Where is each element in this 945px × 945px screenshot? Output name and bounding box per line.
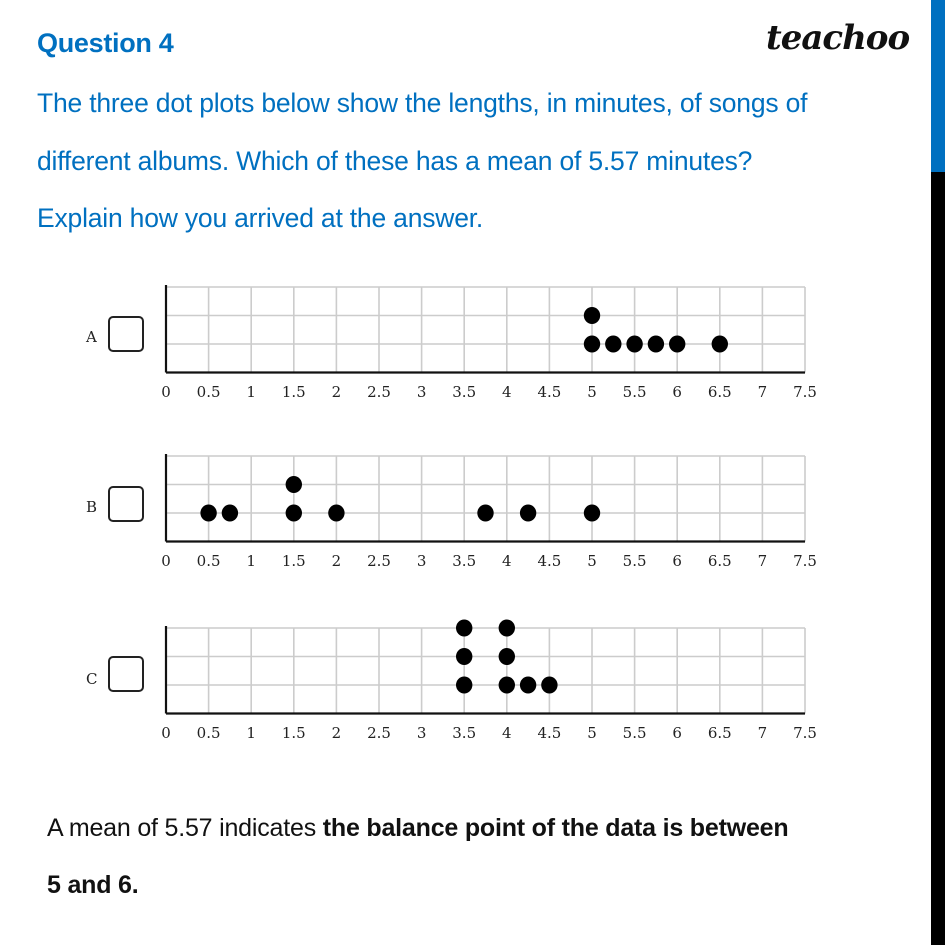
x-tick-label: 4.5 [537,382,562,401]
x-tick-label: 4 [502,382,512,401]
x-tick-label: 7.5 [793,723,817,742]
x-tick-label: 5.5 [622,382,647,401]
question-text-line-2: different albums. Which of these has a mean of 5.57 minutes? [37,146,753,176]
x-tick-label: 1 [246,382,256,401]
question-title: Question 4 [37,28,174,58]
data-dot [541,677,557,694]
option-label-b: B [86,498,98,516]
x-tick-label: 5.5 [622,723,647,742]
x-tick-label: 1.5 [281,723,306,742]
x-tick-label: 4.5 [537,723,562,742]
x-tick-label: 6.5 [707,382,732,401]
x-tick-label: 0.5 [196,382,221,401]
x-tick-label: 1.5 [281,551,306,570]
x-tick-label: 5 [587,382,597,401]
x-tick-label: 2.5 [367,382,391,401]
data-dot [520,677,536,694]
x-tick-label: 5 [587,551,597,570]
x-tick-label: 2.5 [367,551,391,570]
x-tick-label: 3.5 [452,723,477,742]
x-tick-label: 2 [331,551,342,570]
data-dot [499,620,515,637]
x-tick-label: 3 [416,551,427,570]
x-tick-label: 3.5 [452,382,477,401]
x-tick-label: 6 [672,723,682,742]
x-tick-label: 7 [757,723,768,742]
x-tick-label: 6 [672,551,682,570]
data-dot [456,677,472,694]
data-dot [456,620,472,637]
question-text-line-1: The three dot plots below show the lengths, in minutes, of songs of [37,88,808,118]
x-tick-label: 0.5 [196,723,221,742]
x-tick-label: 3 [416,382,427,401]
x-tick-label: 0.5 [196,551,221,570]
x-tick-label: 7.5 [793,382,817,401]
option-c-checkbox[interactable] [108,656,144,692]
x-tick-label: 1 [246,723,256,742]
teachoo-logo: teachoo [766,18,910,58]
x-tick-label: 7 [757,551,768,570]
data-dot [499,648,515,665]
data-dot [456,648,472,665]
x-tick-label: 0 [161,723,171,742]
answer-line-1 [47,814,788,843]
answer-bold-text-2: 5 and 6. [47,871,139,899]
data-dot [499,677,515,694]
x-tick-label: 7 [757,382,768,401]
answer-normal-text: A mean of 5.57 indicates [47,814,323,842]
x-tick-label: 5 [587,723,597,742]
x-tick-label: 2 [331,723,342,742]
x-tick-label: 3.5 [452,551,477,570]
x-tick-label: 4 [502,551,512,570]
x-tick-label: 6.5 [707,551,732,570]
x-tick-label: 0 [161,551,171,570]
x-tick-label: 2.5 [367,723,391,742]
x-tick-label: 1 [246,551,256,570]
x-tick-label: 5.5 [622,551,647,570]
x-tick-label: 7.5 [793,551,817,570]
option-label-c: C [86,670,98,688]
x-tick-label: 3 [416,723,427,742]
option-label-a: A [86,328,97,346]
x-tick-label: 2 [331,382,342,401]
x-tick-label: 6 [672,382,682,401]
answer-line-2 [47,871,139,900]
x-tick-label: 1.5 [281,382,306,401]
x-tick-label: 4.5 [537,551,562,570]
x-tick-label: 6.5 [707,723,732,742]
question-text-line-3: Explain how you arrived at the answer. [37,203,484,233]
x-tick-label: 0 [161,382,171,401]
answer-bold-text: the balance point of the data is between [322,814,789,842]
x-tick-label: 4 [502,723,512,742]
